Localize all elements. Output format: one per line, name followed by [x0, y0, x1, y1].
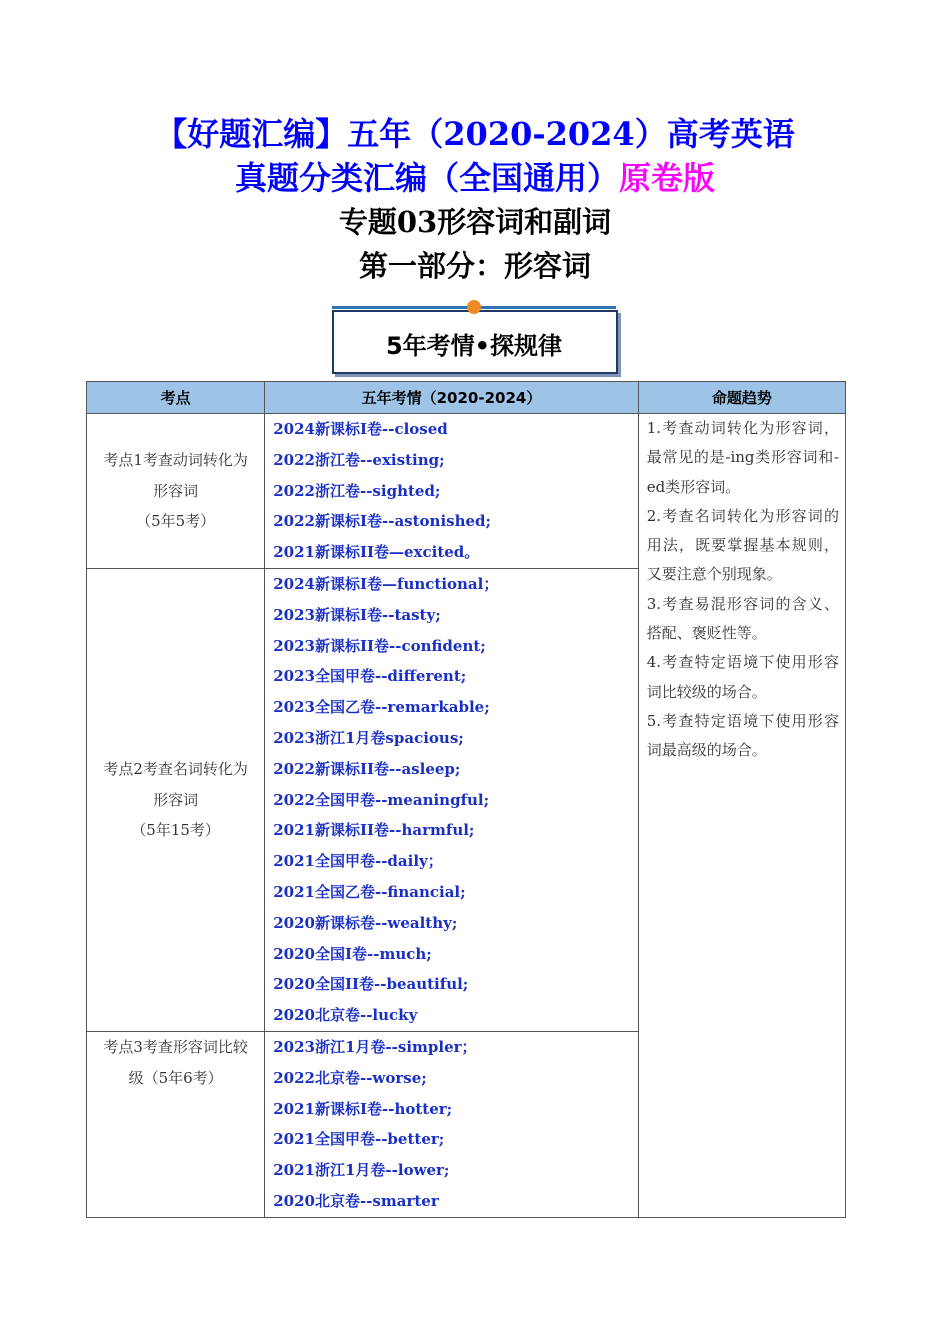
trend-cell: [638, 414, 845, 1218]
list-item: 2020北京卷--lucky: [273, 1006, 418, 1025]
list-item: 2021全国甲卷--better;: [273, 1130, 445, 1149]
list-item: 2023全国甲卷--different;: [273, 667, 467, 686]
section-title: 第一部分：形容词: [358, 249, 591, 283]
kaodian-3: [87, 1032, 264, 1094]
banner-text: 5年考情•探规律: [385, 332, 563, 360]
list-item: 2022全国甲卷--meaningful;: [273, 790, 490, 809]
header-kaodian: 考点: [87, 382, 265, 414]
items-cell: [265, 1032, 638, 1218]
list-item: 2021新课标II卷--harmful;: [273, 821, 475, 840]
kaodian-label: 考点3考查形容词比较级（5年6考）: [103, 1038, 248, 1087]
list-item: 2021浙江1月卷--lower;: [273, 1161, 450, 1180]
trend-item: 5.考查特定语境下使用形容词最高级的场合。: [646, 711, 839, 760]
topic-title: 专题03形容词和副词: [338, 205, 612, 239]
title-block: [0, 112, 950, 288]
list-item: 2022新课标I卷--astonished;: [273, 512, 492, 531]
table-row: [87, 414, 846, 569]
trend-item: 2.考查名词转化为形容词的用法，既要掌握基本规则，又要注意个别现象。: [646, 506, 839, 584]
trend-list: [639, 414, 845, 766]
banner-dot-icon: [467, 300, 481, 314]
list-item: 2023新课标I卷--tasty;: [273, 605, 441, 624]
subtitle-main: 真题分类汇编（全国通用）: [234, 159, 619, 197]
subtitle: [0, 156, 950, 200]
list-item: 2023浙江1月卷--simpler；: [273, 1038, 477, 1056]
items-cell: [265, 569, 638, 1032]
list-item: 2021新课标II卷—excited。: [273, 543, 480, 562]
trend-item: 4.考查特定语境下使用形容词比较级的场合。: [646, 653, 839, 701]
list-item: 2021新课标I卷--hotter;: [273, 1099, 453, 1118]
section-banner: [332, 306, 616, 372]
kaodian-count: （5年15考）: [131, 821, 220, 840]
list-item: 2020新课标卷--wealthy;: [273, 913, 458, 932]
list-item: 2021全国甲卷--daily；: [273, 852, 443, 871]
items-cell: [265, 414, 638, 569]
list-item: 2022浙江卷--existing;: [273, 450, 445, 469]
kaodian-label: 考点2考查名词转化为形容词: [103, 759, 248, 809]
exam-list: [265, 569, 637, 1031]
kaodian-count: （5年5考）: [136, 512, 216, 531]
header-trend: 命题趋势: [638, 382, 845, 414]
kaodian-cell: [87, 1032, 265, 1218]
list-item: 2020全国II卷--beautiful;: [273, 975, 469, 994]
list-item: 2020全国I卷--much;: [273, 944, 432, 963]
table-header-row: [87, 382, 846, 414]
trend-item: 3.考查易混形容词的含义、搭配、褒贬性等。: [646, 594, 839, 643]
list-item: 2022新课标II卷--asleep;: [273, 759, 461, 778]
list-item: 2023全国乙卷--remarkable;: [273, 698, 490, 717]
kaodian-2: [87, 569, 264, 1031]
kaodian-label: 考点1考查动词转化为形容词: [103, 450, 248, 500]
exam-list: [265, 1032, 637, 1217]
main-title: 【好题汇编】五年（2020-2024）高考英语: [155, 115, 795, 153]
list-item: 2024新课标I卷—functional；: [273, 575, 499, 593]
list-item: 2020北京卷--smarter: [273, 1191, 439, 1210]
exam-list: [265, 414, 637, 568]
list-item: 2023浙江1月卷spacious;: [273, 728, 464, 747]
list-item: 2023新课标II卷--confident;: [273, 636, 486, 655]
list-item: 2024新课标I卷--closed: [273, 420, 448, 438]
trend-item: 1.考查动词转化为形容词，最常见的是-ing类形容词和-ed类形容词。: [646, 419, 839, 496]
list-item: 2021全国乙卷--financial;: [273, 882, 466, 901]
kaodian-1: [87, 414, 264, 568]
header-five-year: 五年考情（2020-2024）: [265, 382, 638, 414]
edition-label: 原卷版: [619, 159, 716, 197]
kaodian-cell: [87, 414, 265, 569]
list-item: 2022北京卷--worse;: [273, 1068, 427, 1087]
exam-table: [86, 381, 846, 1218]
kaodian-cell: [87, 569, 265, 1032]
list-item: 2022浙江卷--sighted;: [273, 481, 441, 500]
